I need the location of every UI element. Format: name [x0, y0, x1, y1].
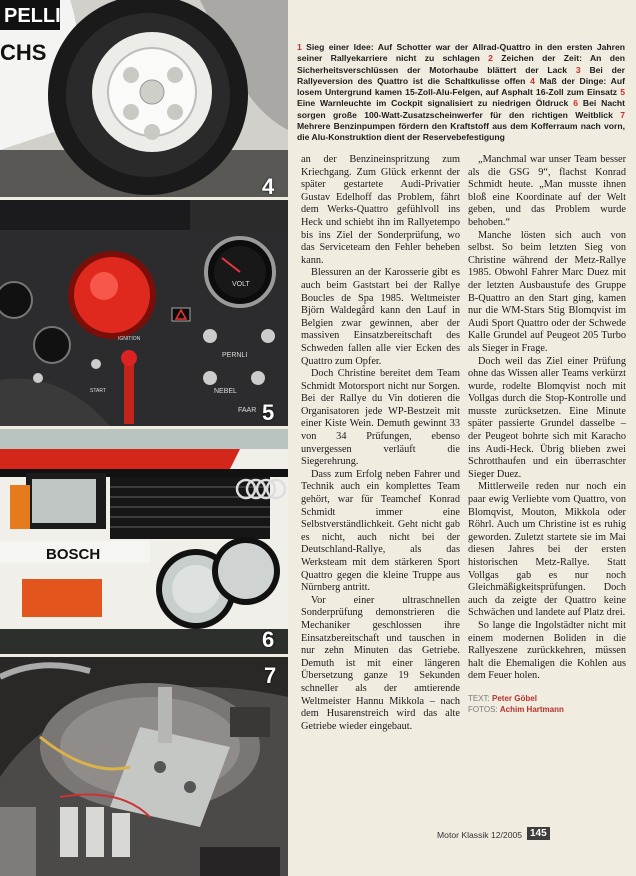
photo-number: 5: [262, 400, 275, 425]
fernlicht-label: PERNLI: [222, 352, 248, 359]
caption-number: 7: [620, 109, 625, 120]
photo-5-cockpit: [0, 200, 288, 426]
caption-number: 5: [620, 87, 625, 98]
caption-text: Bei der Rallyeversion des Quattro ist die Schaltkulisse offen: [297, 64, 626, 86]
photo-number: 4: [262, 174, 275, 197]
article-column-2: [468, 154, 626, 715]
paragraph: „Manchmal war unser Team besser als die GSG 9“, flachst Konrad Schmidt heute. „Man musste ihnen bloß eine Koordinate auf der Welt geben, und das Problem wurde behoben.“: [468, 154, 626, 228]
paragraph: Manche lösten sich auch von selbst. So beim letzten Sieg von Christine während der Metz-Rallye 1985. Obwohl Fahrer Marc Duez mit der letzten Ausbaustufe des Gruppe B-Quattro an den Start ging, kamen nur die WM-Stars Stig Blomqvist im Audi Sport Quattro oder der Schwede Kalle Grundel auf Peugeot 205 Turbo als Sieger in Frage.: [468, 229, 626, 354]
caption-text: Mehrere Benzinpumpen fördern den Kraftstoff aus dem Kofferraum nach vorn, die Alu-Konstruktion dient der Reservebefestigung: [297, 121, 625, 143]
front-lights-illustration: [0, 429, 288, 654]
bosch-bumper-decal: BOSCH: [46, 546, 101, 563]
fuel-pumps-illustration: [0, 657, 288, 876]
paragraph: Doch Christine bereitet dem Team Schmidt Motorsport nicht nur Sorgen. Bei der Rallye du Vin dotieren die Organisatoren jede WP-Bestzeit mit einer Kiste Wein. Demuth gewinnt 33 von 34 Prüfungen, ebenso unvergessen verläuft die Siegerehrung.: [301, 368, 460, 468]
caption-text: Eine Warnleuchte im Cockpit signalisiert zu niedrigen Öldruck: [297, 98, 569, 109]
caption-number: 4: [530, 75, 535, 86]
caption-number: 1: [297, 42, 302, 52]
bosch-decal-partial: CHS: [0, 40, 47, 65]
photo-number: 7: [264, 663, 277, 688]
paragraph: Blessuren an der Karosserie gibt es auch beim Gaststart bei der Rallye Boucles de Spa 1985. Weltmeister Björn Waldegård kann den Lauf in Belgien zwar gewinnen, aber der massiven Einsatzbereitschaft des Schweden fallen alle vier Ecken des Quattro zum Opfer.: [301, 267, 460, 367]
caption-number: 3: [575, 64, 581, 75]
faar-label: FAAR: [238, 407, 257, 414]
caption-text: Zeichen der Zeit: An den Sicherheitsverschlüssen der Motorhaube blättert der Lack: [297, 53, 626, 75]
caption-number: 6: [573, 98, 578, 109]
paragraph: Vor einer ultraschnellen Sonderprüfung demonstrieren die Mechaniker geschlossen ihre Einsatzbereitschaft und tauschen in nur zehn Minuten das Getriebe. Demuth ist mit einer längeren Übersetzung ganze 19 Sekunden schneller als der amtierende Weltmeister Hannu Mikkola – nach dem Husarenstreich wird das alte Getriebe wieder eingebaut.: [301, 594, 460, 732]
paragraph: Mittlerweile reden nur noch ein paar ewig Verliebte vom Quattro, von Blomqvist, Mouton, Mikkola oder Röhrl. Auch um Christine ist es ruhig geworden. Zuletzt startete sie im Mai diesen Jahres bei der ersten historischen Metz-Rallye. Statt Vollgas gab es nur noch Gleichmäßigkeitsprüfungen. Doch auch da zeigte der Quattro keine Schwächen und landete auf Platz drei.: [468, 481, 626, 619]
caption-number: 2: [488, 53, 493, 64]
ignition-label: IGNITION: [118, 336, 141, 342]
caption-text: Maß der Dinge: Auf losem Untergrund kamen 15-Zoll-Alu-Felgen, auf Asphalt 16-Zoll zum Einsatz: [297, 75, 625, 98]
page-number: 145: [527, 827, 550, 840]
magazine-issue: Motor Klassik 12/2005: [437, 830, 523, 840]
caption-text: Sieg einer Idee: Auf Schotter war der Allrad-Quattro in den ersten Jahren seiner Rallyekarriere nicht zu schlagen: [297, 42, 625, 64]
nebel-label: NEBEL: [214, 388, 237, 395]
photo-credit-label: FOTOS:: [468, 704, 498, 714]
photo-7-fuel-pumps: [0, 657, 288, 876]
start-label: START: [90, 388, 106, 394]
volt-gauge-label: VOLT: [232, 281, 250, 288]
article-column-1: [301, 154, 460, 733]
paragraph: an der Benzineinspritzung zum Kriechgang. Zum Glück erkennt der später gestartete Audi-Privatier Gustav Edelhoff das Problem, fährt dem Werks-Quattro gefühlvoll ins Heck und schiebt ihn im Rallyetempo bis ins Ziel der Sonderprüfung, wo das Serviceteam den Fehler beheben kann.: [301, 154, 460, 266]
paragraph: So lange die Ingolstädter nicht mit einem modernen Boliden in die Rallyeszene zurückkehren, müssen halt die Ehemaligen die Kohlen aus dem Feuer holen.: [468, 619, 626, 682]
text-author: Peter Göbel: [492, 693, 537, 703]
cockpit-illustration: [0, 200, 288, 426]
pirelli-decal: PELLI: [4, 5, 61, 27]
photo-4-wheel: [0, 0, 288, 197]
photo-number: 6: [262, 627, 275, 652]
photo-captions: [297, 42, 625, 144]
author-credits: [468, 693, 626, 715]
photo-author: Achim Hartmann: [499, 704, 564, 714]
paragraph: Dass zum Erfolg neben Fahrer und Technik auch ein komplettes Team gehört, war für Teamchef Konrad Schmidt immer eine Selbstverständlichkeit. Geht nicht gab es nicht, auch nicht bei der Deutschland-Rallye, als das Werksteam mit dem stärkeren Sport Quattro gegen die kleine Truppe aus Nürnberg antritt.: [301, 468, 460, 594]
caption-text: Bei Nacht sorgen große 100-Watt-Zusatzscheinwerfer für den richtigen Weitblick: [297, 98, 626, 120]
paragraph: Doch weil das Ziel einer Prüfung ohne das Wissen aller Teams verkürzt wurde, rodelte Blomqvist noch mit Vollgas durch die Stop-Kontrolle und musste zurücksetzen. Eine Minute später passierte Grundel dasselbe – der Peugeot bohrte sich mit Karacho ins Audi-Heck. Übrig blieben zwei Schrotthaufen und ein überraschter Sieger Duez.: [468, 355, 626, 480]
text-credit-label: TEXT:: [468, 693, 490, 703]
wheel-illustration: [0, 0, 288, 197]
photo-6-front-lights: [0, 429, 288, 654]
